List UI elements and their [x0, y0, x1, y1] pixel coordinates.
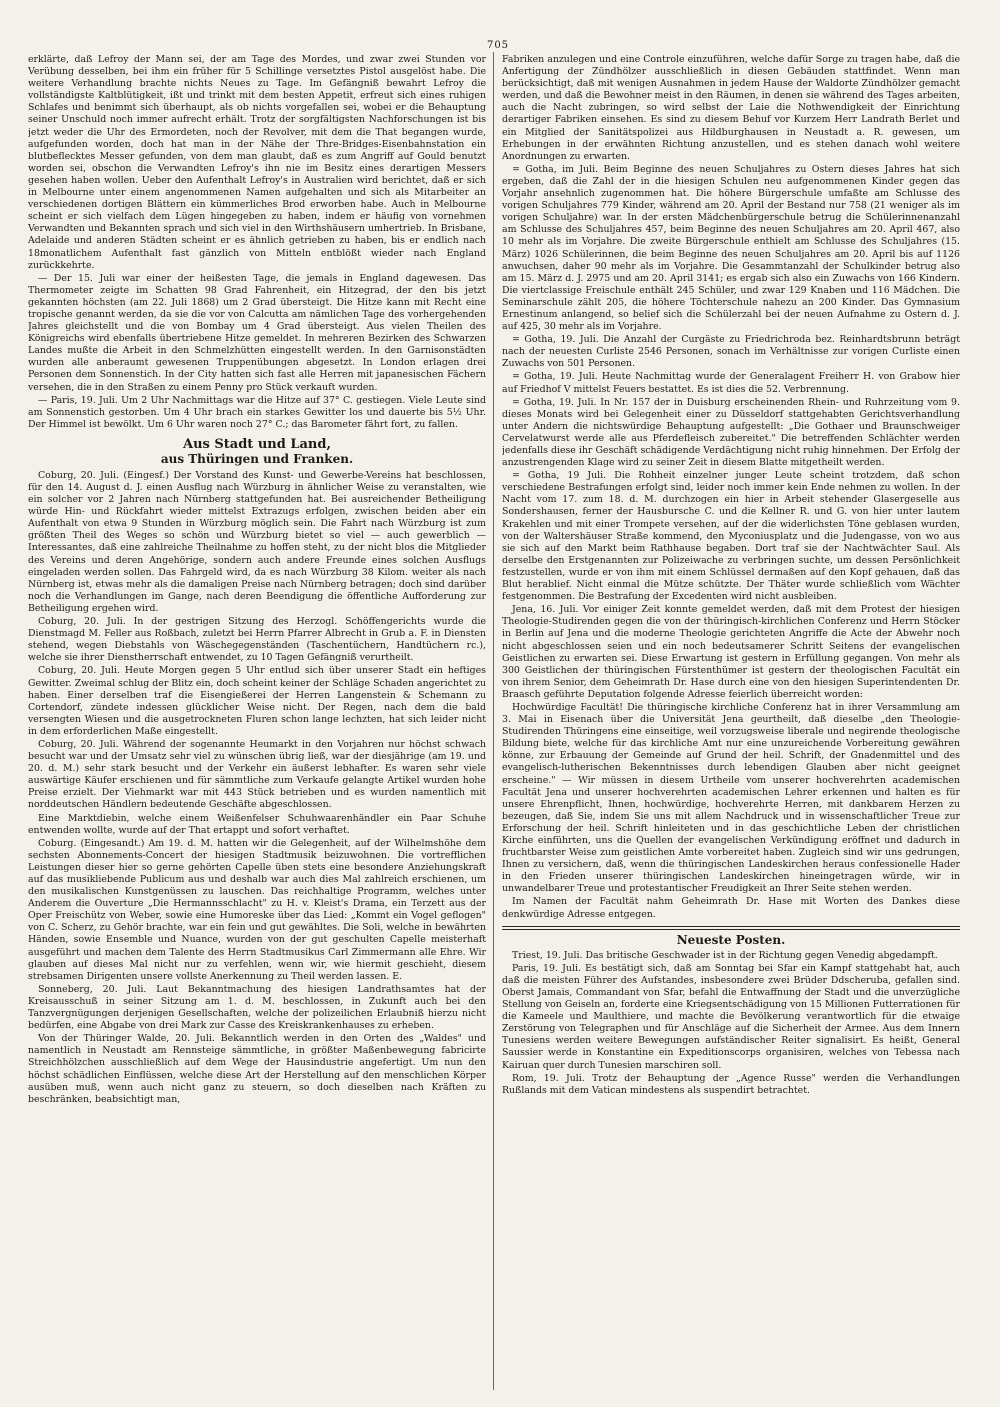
article-paragraph: Coburg, 20. Juli. Heute Morgen gegen 5 Uhr entlud sich über unserer Stadt ein heftiges Gewitter. Zweimal schlug der Blitz ein, doch scheint keiner der Schläge Schaden angerichtet zu haben. Einer derselben traf die Eisengießerei der Herren Langenstein & Schemann zu Cortendorf, zündete indessen glücklicher Weise nicht. Der Regen, nach dem die bald versengten Wiesen und die ausgetrockneten Fluren schon lange lechzten, hat sich leider nicht in dem erforderlichen Maße eingestellt. [28, 665, 486, 737]
section-divider [502, 926, 960, 930]
article-paragraph: Hochwürdige Facultät! Die thüringische kirchliche Conferenz hat in ihrer Versammlung am 3. Mai in Eisenach über die Universität Jena geurtheilt, daß dieselbe „den Theologie-Studirenden Thüringens eine einseitige, weil vorzugsweise liberale und negirende theologische Bildung biete, welche für das kirchliche Amt nur eine unzureichende Vorbereitung gewähren könne, zur Erbauung der Gemeinde auf Grund der heil. Schrift, der Gnadenmittel und des evangelisch-lutherischen Bekenntnisses durch lebendigen Glauben aber nicht geeignet erscheine." — Wir müssen in diesem Urtheile vom unserer hochverehrten academischen Facultät Jena und unserer hochverehrten academischen Lehrer erkennen und halten es für unsere Ehrenpflicht, Ihnen, hochwürdige, hochverehrte Herren, mit dankbarem Herzen zu bezeugen, daß Sie, indem Sie uns mit allem Nachdruck und in wissenschaftlicher Treue zur Erforschung der heil. Schrift hinleiteten und in das geschichtliche Leben der christlichen Kirche einführten, uns die Quellen der evangelischen Verkündigung eröffnet und dadurch in fruchtbarster Weise zum geistlichen Amte vorbereitet haben. Zugleich sind wir uns gedrungen, Ihnen zu versichern, daß, wenn die thüringischen Landeskirchen heraus confessionelle Hader in den Frieden unserer thüringischen Landeskirchen hineingetragen würde, wir in unwandelbarer Treue und protestantischer Freudigkeit an Ihrer Seite stehen werden. [502, 701, 960, 895]
left-column [28, 54, 486, 1390]
article-paragraph: erklärte, daß Lefroy der Mann sei, der am Tage des Mordes, und zwar zwei Stunden vor Verübung desselben, bei ihm ein früher für 5 Schillinge versetztes Pistol ausgelöst habe. Die weitere Verhandlung brachte nichts Neues zu Tage. Im Gefängniß bewahrt Lefroy die vollständigste Kaltblütigkeit, ißt und trinkt mit dem besten Appetit, erfreut sich eines ruhigen Schlafes und benimmt sich überhaupt, als ob nichts vorgefallen sei, wobei er die Behauptung seiner Unschuld noch immer aufrecht erhält. Trotz der sorgfältigsten Nachforschungen ist bis jetzt weder die Uhr des Ermordeten, noch der Revolver, mit dem die That begangen wurde, aufgefunden worden, doch hat man in der Nähe der Thre-Bridges-Eisenbahnstation ein blutbeflecktes Messer gefunden, von dem man glaubt, daß es zum Angriff auf Gould benutzt worden sei, obschon die Verwandten Lefroy's ihn nie im Besitz eines derartigen Messers gesehen haben wollen. Ueber den Aufenthalt Lefroy's in Australien wird berichtet, daß er sich in Melbourne unter einem angenommenen Namen aufgehalten und sich als Mitarbeiter an verschiedenen dortigen Blättern ein kümmerliches Brod erworben habe. Auch in Melbourne scheint er sich vielfach dem Lügen hingegeben zu haben, indem er häufig von vornehmen Verwandten und Bekannten sprach und sich viel in den Wirthshäusern umhertrieb. In Brisbane, Adelaide und anderen Städten scheint er es ähnlich getrieben zu haben, bis er endlich nach 18monatlichem Aufenthalt fast gänzlich von Mitteln entblößt wieder nach England zurückkehrte. [28, 54, 486, 271]
article-paragraph: = Gotha, im Juli. Beim Beginne des neuen Schuljahres zu Ostern dieses Jahres hat sich ergeben, daß die Zahl der in die hiesigen Schulen neu aufgenommenen Kinder gegen das Vorjahr ansehnlich zugenommen hat. Die höhere Bürgerschule umfaßte am Schlusse des vorigen Schuljahres 779 Kinder, während am 20. April der Bestand nur 758 (21 weniger als im vorigen Schuljahre) war. In der ersten Mädchenbürgerschule betrug die Schülerinnenanzahl am Schlusse des Schuljahres 457, beim Beginne des neuen Schuljahres am 20. April 467, also 10 mehr als im Vorjahre. Die zweite Bürgerschule enthielt am Schlusse des Schuljahres (15. März) 1026 Schülerinnen, die beim Beginne des neuen Schuljahres am 20. April bis auf 1126 anwuchsen, daher 90 mehr als im Vorjahre. Die Gesammtanzahl der Schulkinder betrug also am 15. März d. J. 2975 und am 20. April 3141; es ergab sich also ein Zuwachs von 166 Kindern. Die viertclassige Freischule enthält 245 Schüler, und zwar 129 Knaben und 116 Mädchen. Die Seminarschule zählt 205, die höhere Töchterschule nahezu an 200 Kinder. Das Gymnasium Ernestinum anlangend, so belief sich die Schülerzahl bei der neuen Aufnahme zu Ostern d. J. auf 425, 30 mehr als im Vorjahre. [502, 163, 960, 333]
article-paragraph: Fabriken anzulegen und eine Controle einzuführen, welche dafür Sorge zu tragen habe, daß die Anfertigung der Zündhölzer ausschließlich in diesen Gebäuden stattfindet. Wenn man berücksichtigt, daß mit wenigen Ausnahmen in jedem Hause der Waldorte Zündhölzer gemacht werden, und daß die Bewohner meist in den Räumen, in denen sie während des Tages arbeiten, auch die Nacht zubringen, so wird selbst der Laie die Nothwendigkeit der Einrichtung derartiger Fabriken einsehen. Es sind zu diesem Behuf vor Kurzem Herr Landrath Berlet und ein Mitglied der Sanitätspolizei aus Hildburghausen in Neustadt a. R. gewesen, um Erhebungen in der erwähnten Richtung anzustellen, und es stehen danach wohl weitere Anordnungen zu erwarten. [502, 54, 960, 162]
article-paragraph: Coburg, 20. Juli. Während der sogenannte Heumarkt in den Vorjahren nur höchst schwach besucht war und der Umsatz sehr viel zu wünschen übrig ließ, war der diesjährige (am 19. und 20. d. M.) sehr stark besucht und der Verkehr ein äußerst lebhafter. Es waren sehr viele auswärtige Käufer erschienen und für sämmtliche zum Verkaufe gelangte Artikel wurden hohe Preise erzielt. Der Viehmarkt war mit 443 Stück betrieben und es wurden namentlich mit norddeutschen Händlern bedeutende Geschäfte abgeschlossen. [28, 738, 486, 811]
column-divider [493, 52, 494, 1390]
section-heading: Aus Stadt und Land, [183, 436, 331, 452]
article-paragraph: Eine Marktdiebin, welche einem Weißenfelser Schuhwaarenhändler ein Paar Schuhe entwenden wollte, wurde auf der That ertappt und sofort verhaftet. [28, 812, 486, 836]
article-paragraph: = Gotha, 19. Juli. Heute Nachmittag wurde der Generalagent Freiherr H. von Grabow hier auf Friedhof V mittelst Feuers bestattet. Es ist dies die 52. Verbrennung. [502, 371, 960, 395]
article-paragraph: Von der Thüringer Walde, 20. Juli. Bekanntlich werden in den Orten des „Waldes" und namentlich in Neustadt am Rennsteige sämmtliche, in größter Maßenbewegung fabricirte Streichhölzchen ausschließlich auf dem Wege der Hausindustrie angefertigt. Um nun den höchst schädlichen Einflüssen, welche diese Art der Herstellung auf den menschlichen Körper ausüben muß, wenn auch nicht ganz zu steuern, so doch dieselben nach Kräften zu beschränken, beabsichtigt man, [28, 1033, 486, 1105]
article-paragraph: Paris, 19. Juli. Es bestätigt sich, daß am Sonntag bei Sfar ein Kampf stattgehabt hat, auch daß die meisten Führer des Aufstandes, insbesondere zwei Brüder Ddscheruba, gefallen sind. Oberst Jamais, Commandant von Sfar, befahl die Entwaffnung der Stadt und die unverzügliche Stellung von Geiseln an, forderte eine Kriegsentschädigung von 15 Millionen Futterrationen für die Kameele und Maulthiere, und machte die Bevölkerung verantwortlich für die etwaige Zerstörung von Telegraphen und für Anschläge auf die Sicherheit der Armee. Aus dem Innern Tunesiens werden weitere Bewegungen aufständischer Reiter signalisirt. Es heißt, General Saussier werde in Konstantine ein Expeditionscorps organisiren, welches von Tebessa nach Kairuan quer durch Tunesien marschiren soll. [502, 962, 960, 1071]
right-column [502, 54, 960, 1390]
article-paragraph: Coburg. (Eingesandt.) Am 19. d. M. hatten wir die Gelegenheit, auf der Wilhelmshöhe dem sechsten Abonnements-Concert der hiesigen Stadtmusik beizuwohnen. Die vortrefflichen Leistungen dieser hier so gerne gehörten Capelle üben stets eine besondere Anziehungskraft auf das musikliebende Publicum aus und deshalb war auch dies Mal zahlreich erschienen, um den musikalischen Kunstgenüssen zu lauschen. Das reichhaltige Programm, welches unter Anderem die Ouverture „Die Hermannsschlacht" zu H. v. Kleist's Drama, ein Terzett aus der Oper Freischütz von Weber, sowie eine Humoreske über das Lied: „Kommt ein Vogel geflogen" von C. Scherz, zu Gehör brachte, war ein fein und gut gewähltes. Die Soli, welche in bewährten Händen, sowie Ensemble und Nuance, wurden von der gut geschulten Capelle meisterhaft ausgeführt und machen dem Talente des Herrn Stadtmusikus Carl Zimmermann alle Ehre. Wir glauben auf dieses Mal nicht nur zu verfehlen, wenn wir, wie hiermit geschieht, diesem strebsamen Dirigenten unsere vollste Anerkennung zu Theil werden lassen. E. [28, 837, 486, 982]
article-paragraph: Coburg, 20. Juli. In der gestrigen Sitzung des Herzogl. Schöffengerichts wurde die Dienstmagd M. Feller aus Roßbach, zuletzt bei Herrn Pfarrer Albrecht in Grub a. F. in Diensten stehend, wegen Diebstahls von Wäschegegenständen (Taschentüchern, Handtüchern rc.), welche sie ihrer Dienstherrschaft entwendet, zu 10 Tagen Gefängniß verurtheilt. [28, 616, 486, 664]
article-paragraph: Triest, 19. Juli. Das britische Geschwader ist in der Richtung gegen Venedig abgedampft. [512, 949, 938, 961]
article-paragraph: Jena, 16. Juli. Vor einiger Zeit konnte gemeldet werden, daß mit dem Protest der hiesigen Theologie-Studirenden gegen die von der thüringisch-kirchlichen Conferenz und Herrn Stöcker in Berlin auf Jena und die moderne Theologie gerichteten Angriffe die Acte der Abwehr noch nicht abgeschlossen seien und ein noch bedeutsamerer Schritt Seitens der evangelischen Geistlichen zu erwarten sei. Diese Erwartung ist gestern in Erfüllung gegangen. Von mehr als 300 Geistlichen der thüringischen Fürstenthümer ist gestern der theologischen Facultät ein von ihrem Senior, dem Geheimrath Dr. Hase durch eine von den hiesigen Superintendenten Dr. Braasch geführte Deputation folgende Adresse feierlich überreicht worden: [502, 604, 960, 700]
section-heading: Neueste Posten. [676, 932, 786, 947]
article-paragraph: = Gotha, 19 Juli. Die Rohheit einzelner junger Leute scheint trotzdem, daß schon verschiedene Bestrafungen erfolgt sind, leider noch immer kein Ende nehmen zu wollen. In der Nacht vom 17. zum 18. d. M. durchzogen ein hier in Arbeit stehender Glasergeselle aus Sondershausen, ferner der Hausbursche C. und die Kellner R. und G. von hier unter lautem Krakehlen und mit einer Trompete versehen, auf der die widerlichsten Töne geblasen wurden, von der Waltershäuser Straße kommend, den Myconiusplatz und die Judengasse, von wo aus sie sich auf den Markt beim Rathhause begaben. Dort traf sie der Nachtwächter Saul. Als derselbe den Erstgenannten zur Polizeiwache zu verbringen suchte, um dessen Persönlichkeit festzustellen, wurde er von ihm mit einem Schlüssel dermaßen auf den Kopf gehauen, daß das Blut herablief. Nicht einmal die Mütze schützte. Der Thäter wurde schließlich vom Wächter festgenommen. Die Bestrafung der Excedenten wird nicht ausbleiben. [502, 470, 960, 603]
article-paragraph: — Der 15. Juli war einer der heißesten Tage, die jemals in England dagewesen. Das Thermometer zeigte im Schatten 98 Grad Fahrenheit, ein Hitzegrad, der den bis jetzt gekannten höchsten (am 22. Juli 1868) um 2 Grad übersteigt. Die Hitze kann mit Recht eine tropische genannt werden, da sie die vor von Calcutta am nämlichen Tage des vorhergehenden Jahres gleichstellt und die von Bombay um 4 Grad übersteigt. Aus vielen Theilen des Königreichs wird ebenfalls übertriebene Hitze gemeldet. In mehreren Bezirken des Schwarzen Landes mußte die Arbeit in den Schmelzhütten eingestellt werden. In den Garnisonstädten wurden alle anberaumt gewesenen Truppenübungen abgesetzt. In London erlagen drei Personen dem Sonnenstich. In der City hatten sich fast alle Herren mit japanesischen Fächern versehen, die in den Straßen zu einem Penny pro Stück verkauft wurden. [28, 272, 486, 393]
article-paragraph: — Paris, 19. Juli. Um 2 Uhr Nachmittags war die Hitze auf 37° C. gestiegen. Viele Leute sind am Sonnenstich gestorben. Um 4 Uhr brach ein starkes Gewitter los und dauerte bis 5½ Uhr. Der Himmel ist bewölkt. Um 6 Uhr waren noch 27° C.; das Barometer fährt fort, zu fallen. [28, 394, 486, 430]
article-paragraph: = Gotha, 19. Juli. Die Anzahl der Curgäste zu Friedrichroda bez. Reinhardtsbrunn beträgt nach der neuesten Curliste 2546 Personen, sonach im Verhältnisse zur vorigen Curliste einen Zuwachs von 501 Personen. [502, 334, 960, 370]
article-paragraph: Coburg, 20. Juli. (Eingesf.) Der Vorstand des Kunst- und Gewerbe-Vereins hat beschlossen, für den 14. August d. J. einen Ausflug nach Würzburg in ähnlicher Weise zu veranstalten, wie ein solcher vor 2 Jahren nach Nürnberg stattgefunden hat. Bei ausreichender Betheiligung würde Hin- und Rückfahrt wieder mittelst Extrazugs erfolgen, zwischen beiden aber ein Aufenthalt von etwa 9 Stunden in Würzburg möglich sein. Die Fahrt nach Würzburg ist zum größten Theil des Weges so schön und Würzburg bietet so viel — auch gewerblich — Interessantes, daß eine zahlreiche Theilnahme zu hoffen steht, zu der nicht blos die Mitglieder des Vereins und deren Angehörige, sondern auch andere Freunde eines solchen Ausflugs eingeladen werden sollen. Das Fahrgeld wird, da es nach Würzburg 38 Kilom. weiter als nach Nürnberg ist, etwas mehr als die damaligen Preise nach Nürnberg betragen; doch sind darüber noch die Verhandlungen im Gange, nach deren Beendigung die öffentliche Aufforderung zur Betheiligung ergehen wird. [28, 469, 486, 614]
article-paragraph: Sonneberg, 20. Juli. Laut Bekanntmachung des hiesigen Landrathsamtes hat der Kreisausschuß in seiner Sitzung am 1. d. M. beschlossen, in Zukunft auch bei den Tanzvergnügungen derjenigen Gesellschaften, welche der polizeilichen Erlaubniß hierzu nicht bedürfen, eine Abgabe von drei Mark zur Casse des Kreiskrankenhauses zu erheben. [28, 983, 486, 1032]
page-number: 705 [486, 40, 510, 51]
article-paragraph: Im Namen der Facultät nahm Geheimrath Dr. Hase mit Worten des Dankes diese denkwürdige Adresse entgegen. [502, 896, 960, 920]
article-paragraph: Rom, 19. Juli. Trotz der Behauptung der „Agence Russe" werden die Verhandlungen Rußlands mit dem Vatican mindestens als suspendirt betrachtet. [502, 1072, 960, 1096]
article-paragraph: = Gotha, 19. Juli. In Nr. 157 der in Duisburg erscheinenden Rhein- und Ruhrzeitung vom 9. dieses Monats wird bei Gelegenheit einer zu Düsseldorf stattgehabten Gerichtsverhandlung unter Andern die nichtswürdige Behauptung aufgestellt: „Die Gothaer und Braunschweiger Cervelatwurst werde alle aus Pferdefleisch zubereitet." Die betreffenden Schlächter werden jedenfalls diese ihr Geschäft schädigende Verdächtigung nicht ruhig hinnehmen. Der Erfolg der anzustrengenden Klage wird zu seiner Zeit in diesem Blatte mitgetheilt werden. [502, 396, 960, 469]
newspaper-page [28, 40, 968, 1390]
section-subheading: aus Thüringen und Franken. [160, 451, 354, 466]
